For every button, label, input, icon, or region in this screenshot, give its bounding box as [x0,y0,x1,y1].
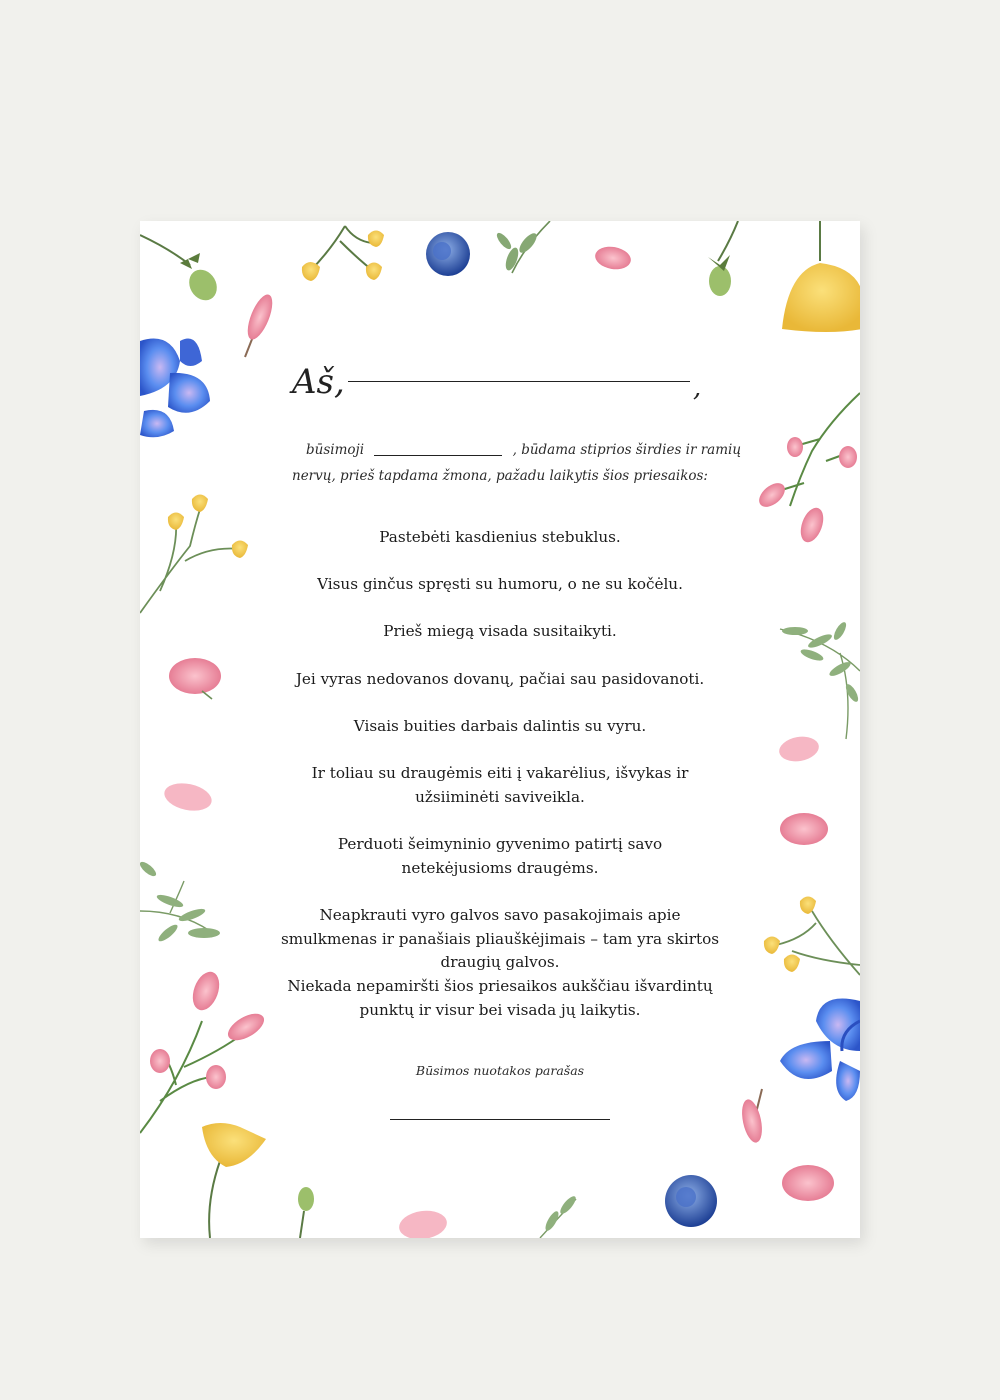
vow-heading: Aš, [292,362,345,402]
pink-wheat-icon [739,1089,766,1144]
green-bud-icon [140,235,222,305]
yellow-poppy-icon [782,221,860,332]
vow-item: Perduoti šeimyninio gyvenimo patirtį savo netekėjusioms draugėms. [337,835,663,877]
pink-rose-icon [169,658,221,699]
vow-item: Niekada nepamiršti šios priesaikos aukščiau išvardintų punktų ir visur bei visada jų laikytis. [287,977,713,1019]
vow-item: Jei vyras nedovanos dovanų, pačiai sau pasidovanoti. [295,670,705,688]
pink-petal-icon [162,779,214,814]
vow-card [140,221,860,1238]
green-bud-icon [708,221,738,296]
signature-label: Būsimos nuotakos parašas [415,1063,585,1078]
yellow-buttercup-icon [140,495,248,614]
pink-bud-branch-icon [140,968,268,1133]
partner-blank-line[interactable] [374,455,502,456]
blue-iris-icon [780,999,860,1102]
vow-item: Visus ginčus spręsti su humoru, o ne su kočėlu. [317,575,683,593]
heading-comma: , [693,373,702,403]
intro-line-2: nervų, prieš tapdama žmona, pažadu laikytis šios priesaikos: [292,468,708,484]
yellow-buttercup-icon [302,226,384,281]
vow-item: Ir toliau su draugėmis eiti į vakarėlius, išvykas ir užsiiminėti saviveikla. [311,764,689,806]
vow-item: Neapkrauti vyro galvos savo pasakojimais apie smulkmenas ir panašiais pliauškėjimais – tam yra skirtos draugių galvos. [280,906,720,971]
signature-line[interactable] [390,1119,610,1120]
pink-petal-icon [777,734,821,765]
blue-rose-icon [665,1175,717,1227]
leaf-sprig-icon [780,620,860,739]
pink-wheat-icon [243,291,278,357]
intro-word: būsimoji [306,442,365,458]
leaf-sprig-icon [140,860,220,944]
pink-bud-branch-icon [755,393,860,545]
intro-rest: , būdama stiprios širdies ir ramių [512,442,742,458]
leaf-sprig-icon [540,1194,578,1238]
vow-item: Visais buities darbais dalintis su vyru. [353,717,647,735]
pink-petal-icon [397,1208,448,1238]
yellow-buttercup-icon [764,897,860,976]
pink-rose-icon [782,1165,834,1201]
green-bud-icon [298,1187,314,1238]
leaf-sprig-icon [495,221,550,273]
pink-petal-icon [593,244,632,272]
yellow-poppy-icon [202,1123,266,1238]
blue-iris-icon [140,339,210,438]
pink-rose-icon [780,813,828,845]
vow-item: Prieš miegą visada susitaikyti. [383,622,617,640]
intro-line-1 [306,442,742,458]
blue-rose-icon [426,232,470,276]
name-blank-line[interactable] [348,381,690,382]
vow-item: Pastebėti kasdienius stebuklus. [379,528,621,546]
